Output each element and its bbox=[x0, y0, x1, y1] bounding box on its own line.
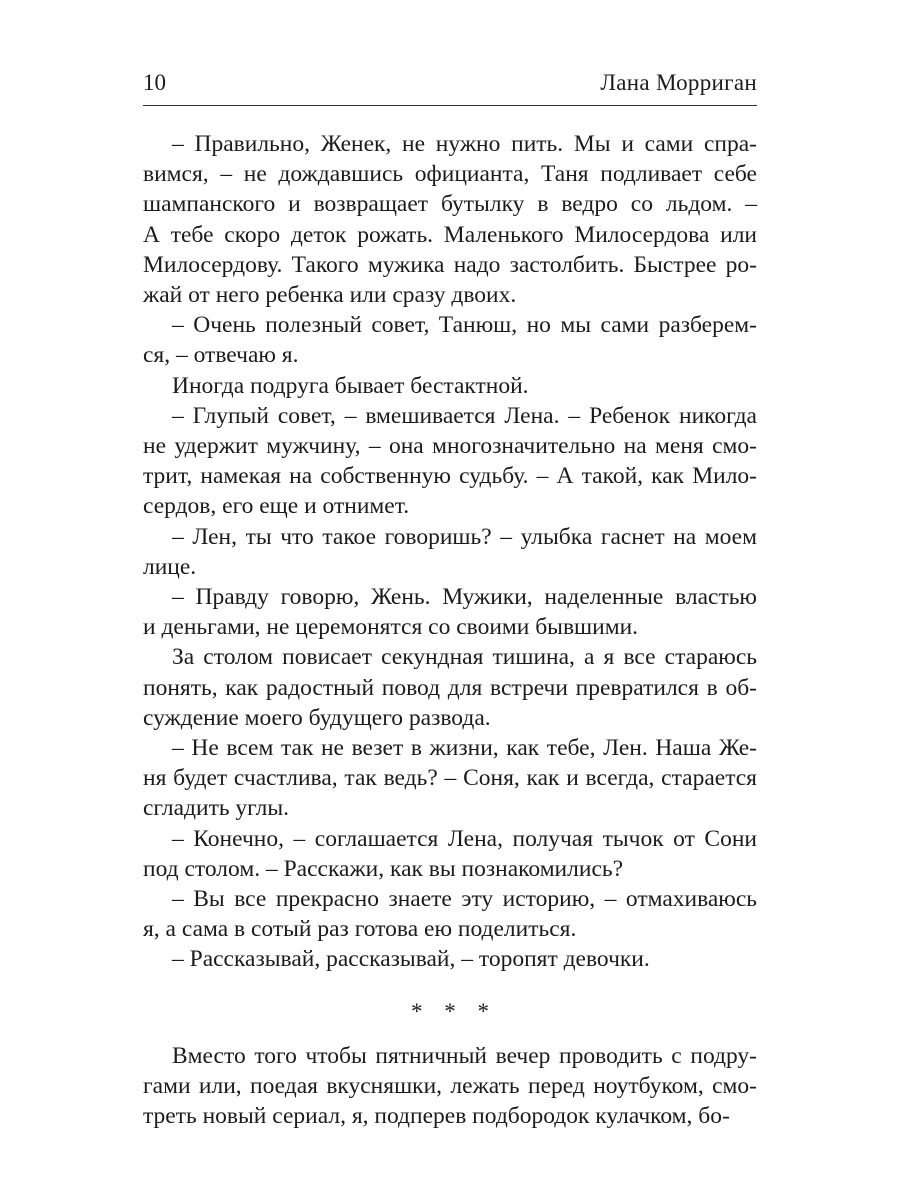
text-line: и деньгами, не церемонятся со своими бывшими. bbox=[143, 614, 639, 641]
paragraph bbox=[143, 824, 757, 884]
paragraph bbox=[143, 642, 757, 733]
text-line: – Вы все прекрасно знаете эту историю, – отмахиваюсь bbox=[172, 886, 757, 913]
paragraph bbox=[143, 733, 757, 824]
text-line: А тебе скоро деток рожать. Маленького Милосердова или bbox=[143, 221, 757, 248]
paragraph bbox=[143, 401, 757, 522]
paragraph bbox=[143, 129, 757, 310]
page-number: 10 bbox=[143, 70, 166, 95]
text-line: – Правильно, Женек, не нужно пить. Мы и сами спра- bbox=[172, 131, 757, 157]
text-line: суждение моего будущего развода. bbox=[143, 704, 491, 731]
text-line: лице. bbox=[143, 553, 197, 580]
text-line: Милосердову. Такого мужика надо застолбить. Быстрее ро- bbox=[143, 251, 757, 278]
text-line: сердов, его еще и отнимет. bbox=[143, 493, 410, 520]
text-line: – Конечно, – соглашается Лена, получая тычок от Сони bbox=[172, 825, 757, 852]
text-line: Вместо того чтобы пятничный вечер проводить с подру- bbox=[172, 1042, 757, 1069]
text-line: – Глупый совет, – вмешивается Лена. – Ребенок никогда bbox=[172, 402, 757, 429]
text-line: – Лен, ты что такое говоришь? – улыбка гаснет на моем bbox=[172, 523, 757, 550]
dialogue-section bbox=[143, 129, 757, 975]
paragraph bbox=[143, 371, 757, 401]
paragraph bbox=[143, 522, 757, 582]
narration-section bbox=[143, 1041, 757, 1132]
text-line: я, а сама в сотый раз готова ею поделиться. bbox=[143, 916, 577, 943]
text-line: ня будет счастлива, так ведь? – Соня, как и всегда, старается bbox=[143, 765, 757, 792]
paragraph bbox=[143, 310, 757, 370]
scene-break-separator: * * * bbox=[411, 998, 497, 1024]
text-line: – Рассказывай, рассказывай, – торопят девочки. bbox=[172, 946, 650, 973]
text-line: под столом. – Расскажи, как вы познакомились? bbox=[143, 855, 624, 882]
text-line: треть новый сериал, я, подперев подбородок кулачком, бо- bbox=[143, 1103, 730, 1130]
text-line: Иногда подруга бывает бестактной. bbox=[172, 372, 529, 399]
paragraph bbox=[143, 582, 757, 642]
paragraph bbox=[143, 884, 757, 944]
text-line: гами или, поедая вкусняшки, лежать перед ноутбуком, смо- bbox=[143, 1072, 757, 1099]
text-line: трит, намекая на собственную судьбу. – А такой, как Мило- bbox=[143, 463, 757, 490]
paragraph bbox=[143, 1041, 757, 1132]
text-line: не удержит мужчину, – она многозначительно на меня смо- bbox=[143, 433, 757, 460]
text-line: – Очень полезный совет, Танюш, но мы сами разберем- bbox=[172, 312, 757, 339]
body-text bbox=[143, 129, 757, 1131]
text-line: вимся, – не дождавшись официанта, Таня подливает себе bbox=[143, 161, 757, 188]
running-head bbox=[143, 66, 757, 100]
text-line: жай от него ребенка или сразу двоих. bbox=[143, 282, 517, 309]
paragraph bbox=[143, 944, 757, 974]
text-line: За столом повисает секундная тишина, а я все стараюсь bbox=[172, 644, 757, 671]
text-line: – Правду говорю, Жень. Мужики, наделенные властью bbox=[172, 584, 757, 611]
text-line: – Не всем так не везет в жизни, как тебе, Лен. Наша Же- bbox=[172, 735, 757, 762]
text-line: сгладить углы. bbox=[143, 795, 290, 822]
text-line: шампанского и возвращает бутылку в ведро со льдом. – bbox=[143, 191, 757, 218]
text-line: понять, как радостный повод для встречи превратился в об- bbox=[143, 674, 757, 701]
text-line: ся, – отвечаю я. bbox=[143, 342, 299, 369]
running-head-author: Лана Морриган bbox=[600, 70, 757, 95]
header-rule bbox=[143, 105, 757, 106]
